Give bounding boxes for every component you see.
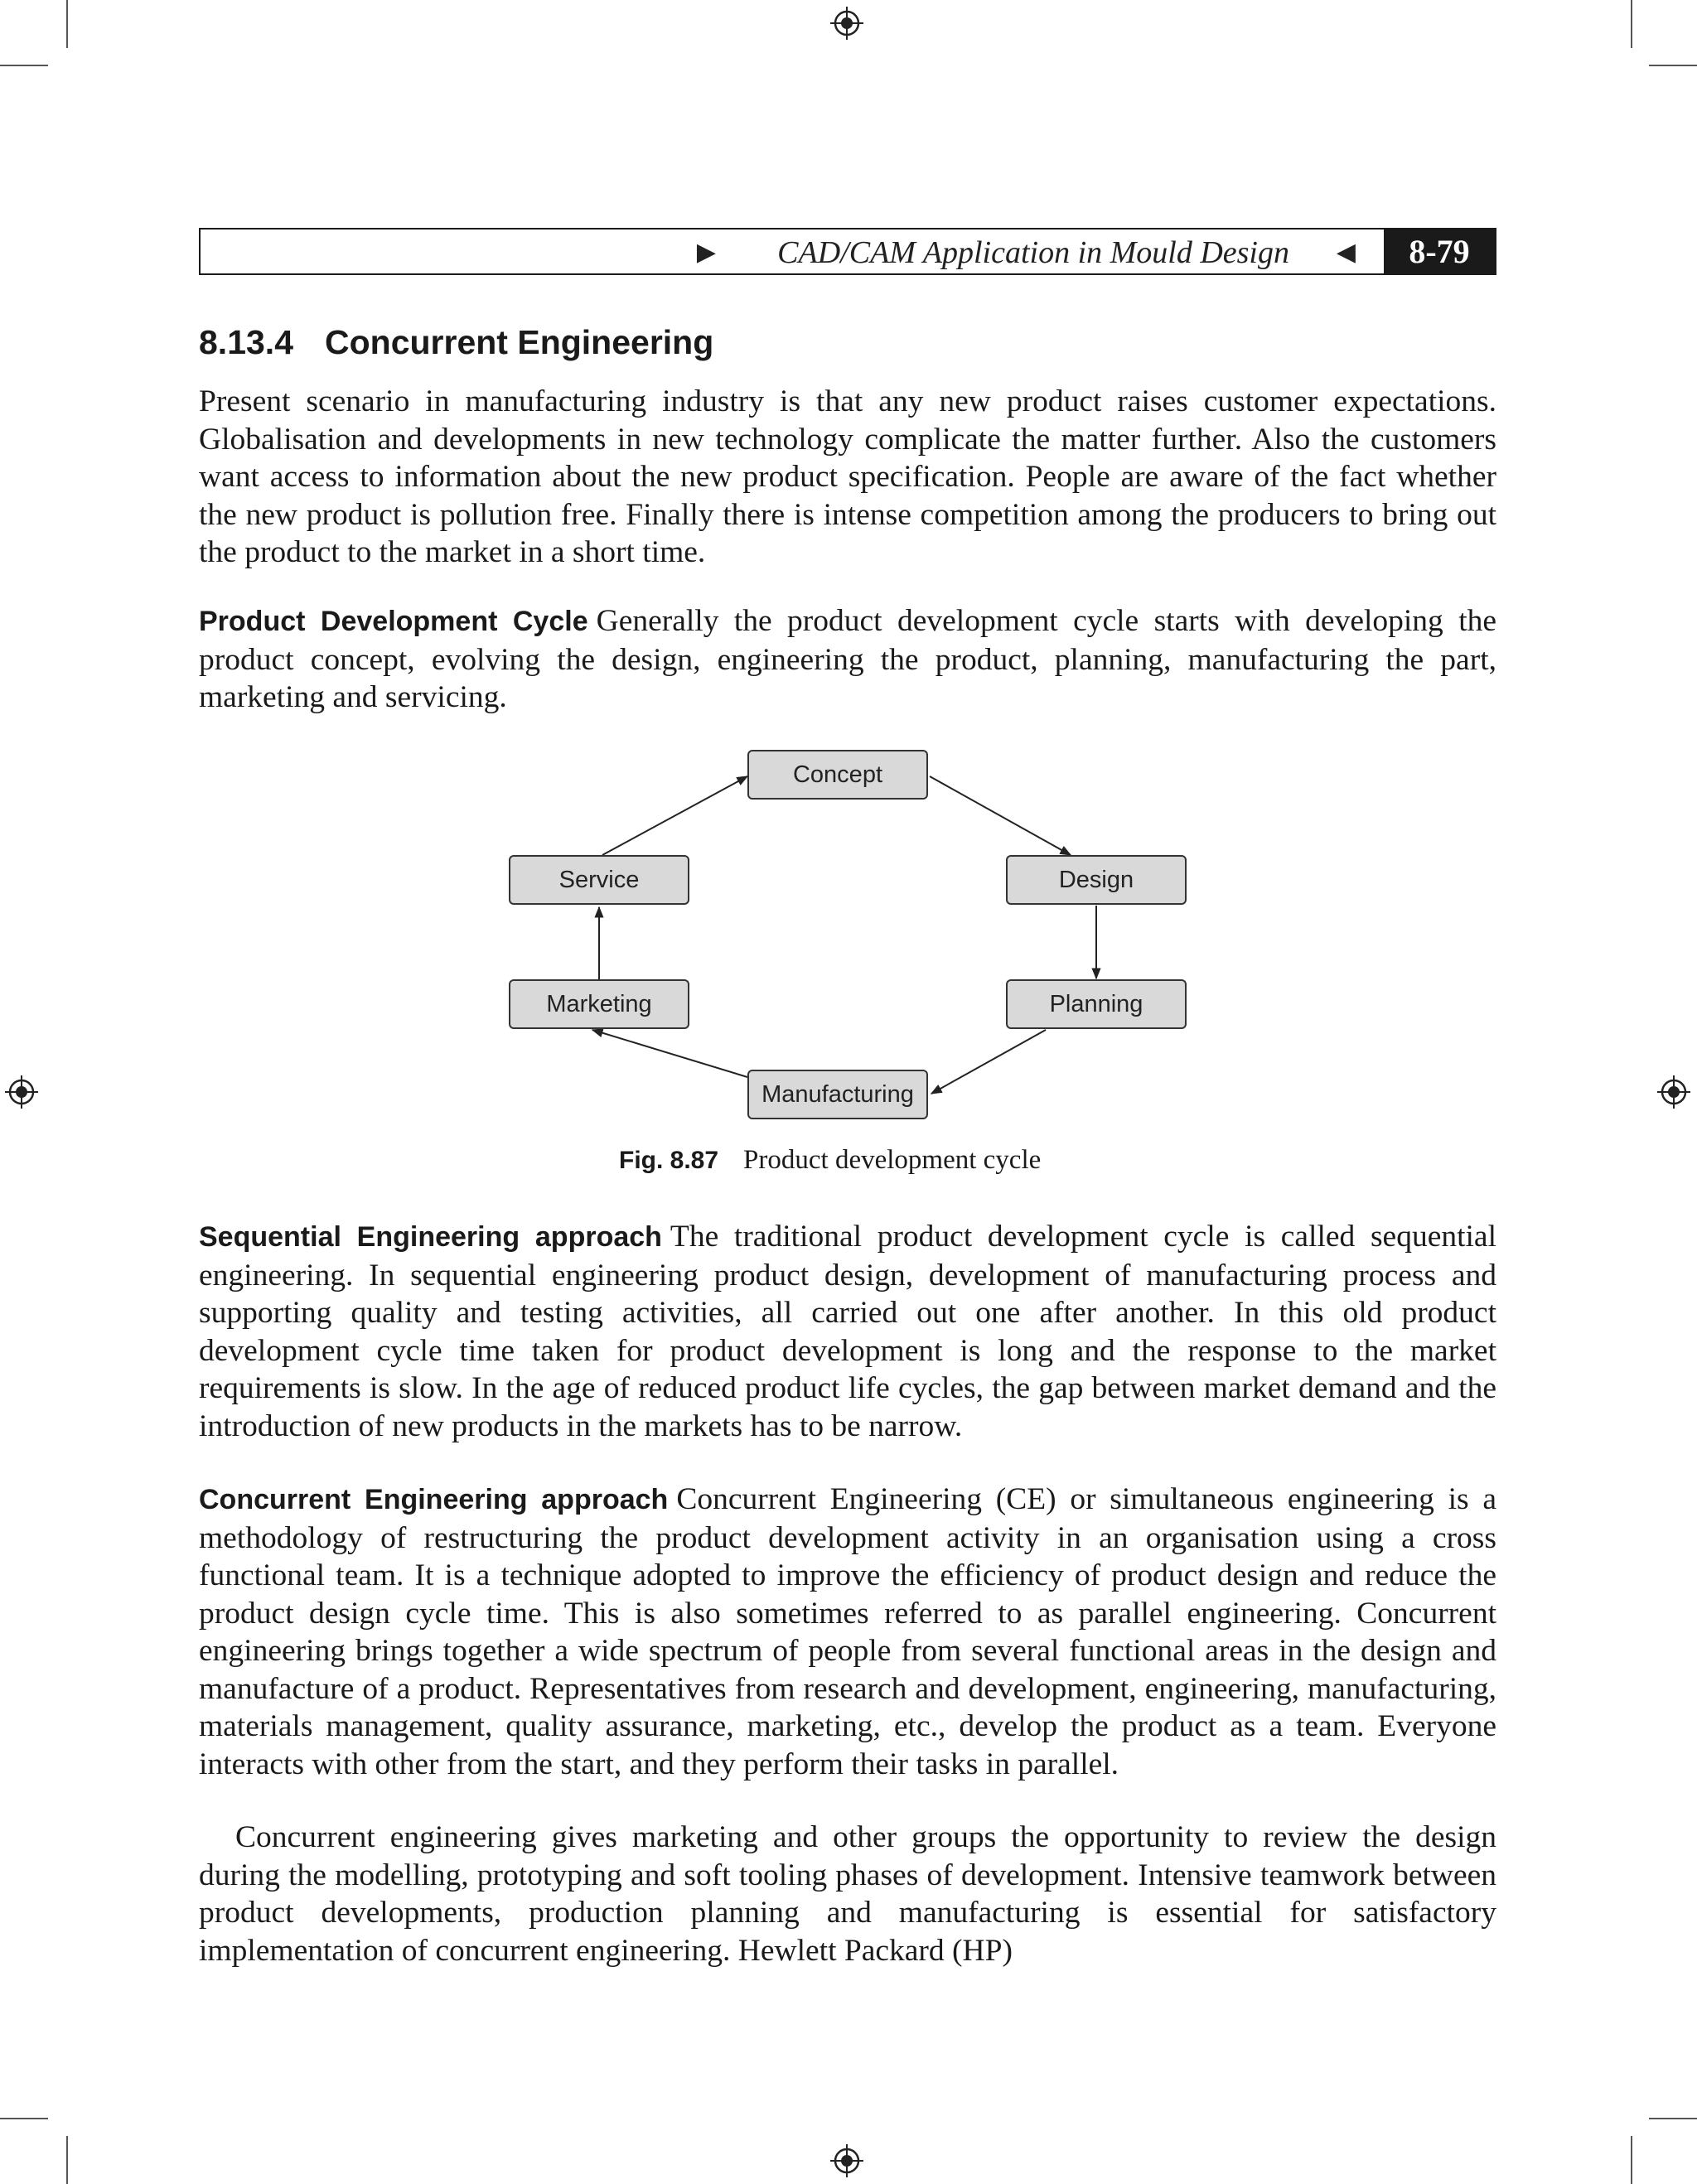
- crop-mark: [66, 0, 68, 48]
- arrow-service-concept: [602, 776, 747, 855]
- arrow-planning-manufacturing: [931, 1030, 1046, 1094]
- node-concept: Concept: [747, 750, 928, 800]
- crop-mark: [0, 2118, 48, 2119]
- section-heading: [199, 323, 713, 362]
- figure-caption-text: Product development cycle: [743, 1145, 1042, 1175]
- arrow-manufacturing-marketing: [592, 1030, 747, 1077]
- registration-mark-icon: [829, 5, 865, 41]
- arrow-concept-design: [930, 776, 1071, 855]
- running-header-title: CAD/CAM Application in Mould Design: [777, 235, 1289, 270]
- node-manufacturing: Manufacturing: [747, 1070, 928, 1119]
- triangle-left-icon: ◀: [1336, 239, 1356, 266]
- page-number: 8-79: [1384, 230, 1495, 273]
- node-design: Design: [1006, 855, 1187, 905]
- section-title: Concurrent Engineering: [325, 323, 714, 361]
- registration-mark-icon: [3, 1074, 40, 1110]
- crop-mark: [1649, 65, 1697, 66]
- crop-mark: [1631, 2136, 1632, 2184]
- section-number: 8.13.4: [199, 323, 293, 361]
- registration-mark-icon: [829, 2143, 865, 2179]
- crop-mark: [0, 65, 48, 66]
- node-planning: Planning: [1006, 979, 1187, 1029]
- paragraph-body: Concurrent Engineering (CE) or simultaneous engineering is a methodology of restructuring the product development activity in an organisation using a cross functional team. It is a technique adopted to improve the efficiency of product design and reduce the product design cycle time. This is also sometimes referred to as parallel engineering. Concurrent engineering brings together a wide spectrum of people from several functional areas in the design and manufacture of a product. Representatives from research and development, engineering, manufacturing, materials management, quality assurance, marketing, etc., develop the product as a team. Everyone interacts with other from the start, and they perform their tasks in parallel.: [199, 1482, 1496, 1781]
- sequential-engineering-paragraph: [199, 1218, 1496, 1445]
- concurrent-engineering-continued-paragraph: Concurrent engineering gives marketing and other groups the opportunity to review the design during the modelling, prototyping and soft tooling phases of development. Intensive teamwork between product developments, production planning and manufacturing is essential for satisfactory implementation of concurrent engineering. Hewlett Packard (HP): [199, 1820, 1496, 1968]
- crop-mark: [1631, 0, 1632, 48]
- paragraph-lead: Sequential Engineering approach: [199, 1221, 662, 1253]
- concurrent-engineering-paragraph: [199, 1481, 1496, 1783]
- running-header: [199, 228, 1496, 275]
- crop-mark: [66, 2136, 68, 2184]
- figure-label: Fig. 8.87: [619, 1147, 719, 1174]
- triangle-right-icon: ▶: [696, 239, 716, 266]
- node-marketing: Marketing: [509, 979, 689, 1029]
- paragraph-lead: Concurrent Engineering approach: [199, 1484, 669, 1515]
- figure-caption: [619, 1145, 1041, 1176]
- registration-mark-icon: [1656, 1074, 1692, 1110]
- intro-paragraph: Present scenario in manufacturing industry is that any new product raises customer expectations. Globalisation and developments in new technology complicate the matter further. Also the customers want access to information about the new product specification. People are aware of the fact whether the new product is pollution free. Finally there is intense competition among the producers to bring out the product to the market in a short time.: [199, 384, 1496, 569]
- paragraph-body: Generally the product development cycle starts with developing the product concept, evolving the design, engineering the product, planning, manufacturing the part, marketing and servicing.: [199, 604, 1497, 714]
- paragraph-lead: Product Development Cycle: [199, 606, 588, 637]
- paragraph-body: The traditional product development cycle is called sequential engineering. In sequential engineering product design, development of manufacturing process and supporting quality and testing activities, all carried out one after another. In this old product development cycle time taken for product development is long and the response to the market requirements is slow. In the age of reduced product life cycles, the gap between market demand and the introduction of new products in the markets has to be narrow.: [199, 1220, 1496, 1443]
- product-development-paragraph: [199, 602, 1496, 717]
- crop-mark: [1649, 2118, 1697, 2119]
- node-service: Service: [509, 855, 689, 905]
